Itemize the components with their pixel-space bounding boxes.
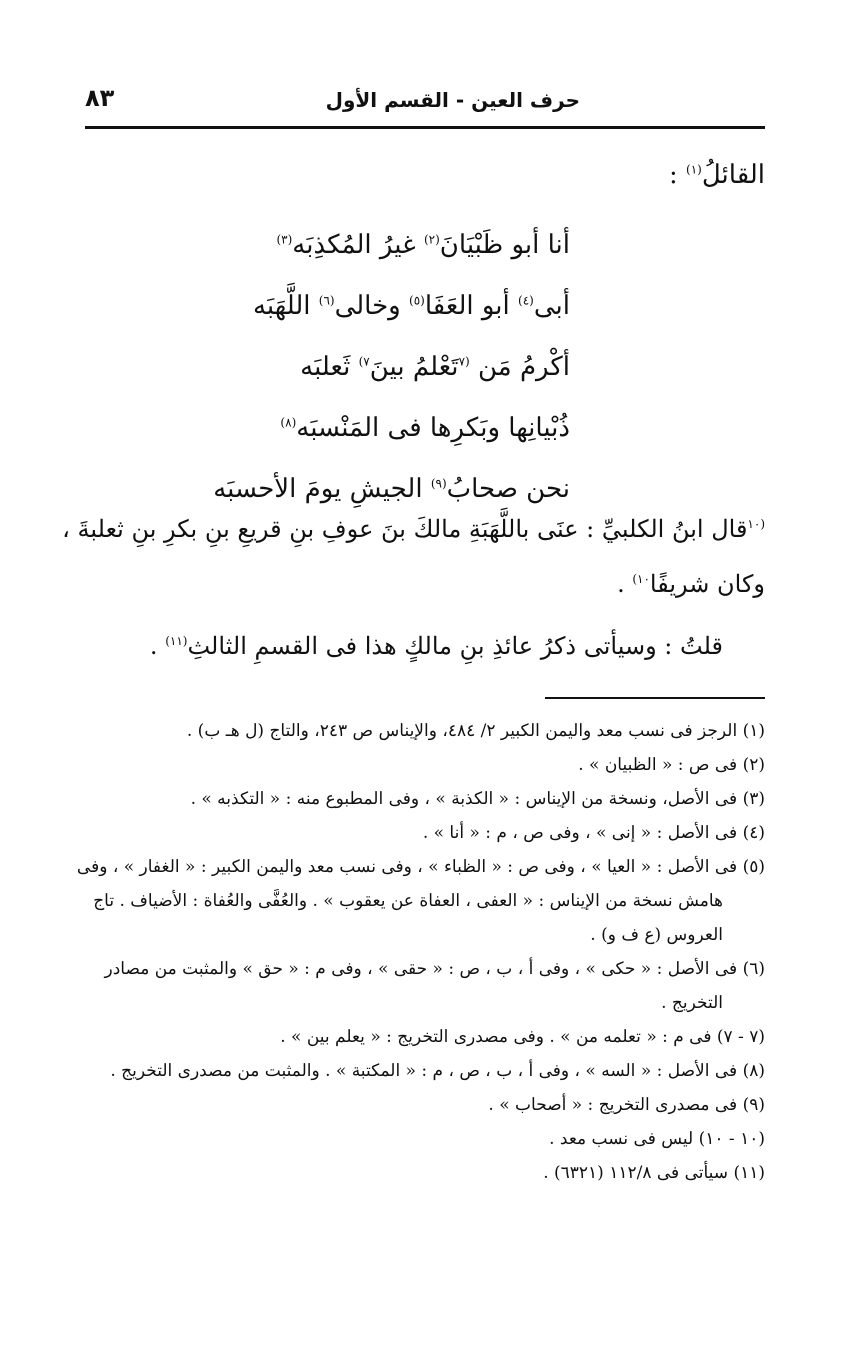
footnote: (٨) فى الأصل : « السه » ، وفى أ ، ب ، ص ، م : « المكتبة » . والمثبت من مصدرى التخريج . [110, 1061, 765, 1081]
footnote: (٤) فى الأصل : « إنى » ، وفى ص ، م : « أنا » . [422, 823, 765, 843]
footnote: (٣) فى الأصل، ونسخة من الإيناس : « الكذبة » ، وفى المطبوع منه : « التكذبه » . [190, 789, 765, 809]
footnote-continuation: التخريج . [661, 993, 723, 1013]
verse-text: ذُبْيانِها وبَكرِها فى المَنْسبَه [296, 413, 570, 443]
footnote-ref: (٣) [276, 232, 293, 247]
speaker-label: القائلُ [701, 160, 765, 190]
verse-text: أبو العَفَا [424, 291, 519, 321]
footnote-ref: (٢) [423, 232, 440, 247]
speaker-line [669, 160, 765, 190]
verse-text: الجيشِ يومَ الأحسبَه [213, 474, 431, 504]
verse-text: أنا أبو ظَبْيَانَ [439, 230, 570, 260]
footnotes [76, 714, 765, 1190]
footnote-rule [545, 697, 765, 699]
prose-text: . [617, 570, 633, 598]
footnote-continuation: العروس (ع ف و) . [590, 925, 723, 945]
footnote-ref: (٩) [430, 476, 447, 491]
poem [213, 215, 570, 520]
prose-line [62, 515, 765, 543]
footnote: (٦) فى الأصل : « حكى » ، وفى أ ، ب ، ص : « حقى » ، وفى م : « حق » والمثبت من مصادر [104, 959, 765, 979]
prose-line [85, 632, 723, 660]
poem-line [213, 459, 570, 520]
footnote: (١٠ - ١٠) ليس فى نسب معد . [549, 1129, 765, 1149]
verse-text: اللَّهَبَه [252, 291, 319, 321]
prose-line [85, 570, 765, 598]
prose-text: قلتُ : وسيأتى ذكرُ عائذِ بنِ مالكٍ هذا فى القسمِ الثالثِ [187, 632, 723, 660]
footnote: (١) الرجز فى نسب معد واليمن الكبير ٢/ ٤٨٤، والإيناس ص ٢٤٣، والتاج (ل هـ ب) . [186, 721, 765, 741]
footnote-ref: (١١) [165, 634, 188, 648]
footnote-ref: (٤) [518, 293, 534, 308]
verse-text: ثَعلبَه [300, 352, 359, 382]
verse-text: أكْرمُ مَن [469, 352, 570, 382]
page-header [85, 84, 765, 120]
header-rule [85, 126, 765, 129]
footnote-ref: (٥) [409, 293, 425, 308]
footnote-ref: (١) [686, 162, 702, 177]
footnote-ref: (٦) [318, 293, 335, 308]
verse-text: غيرُ المُكذِبَه [292, 230, 424, 260]
footnote: (٢) فى ص : « الظبيان » . [578, 755, 765, 775]
footnote-ref: ١٠) [632, 572, 650, 586]
footnote: (٥) فى الأصل : « العيا » ، وفى ص : « الظباء » ، وفى نسب معد واليمن الكبير : « الغفار » ، وفى [76, 857, 765, 877]
verse-text: أبى [533, 291, 570, 321]
footnote: (٩) فى مصدرى التخريج : « أصحاب » . [488, 1095, 765, 1115]
speaker-colon: : [668, 160, 678, 190]
prose-text: وكان شريفًا [649, 570, 765, 598]
footnote-continuation: هامش نسخة من الإيناس : « العفى ، العفاة عن يعقوب » . والعُفَّى والعُفاة : الأضياف . تاج [93, 891, 723, 911]
prose-text: قال ابنُ الكلبيِّ : عنَى باللَّهَبَةِ مالكَ بنَ عوفِ بنِ قريعِ بنِ بكرِ بنِ ثعلبةَ ، [62, 515, 748, 543]
footnote: (١١) سيأتى فى ١١٢/٨ (٦٣٢١) . [543, 1163, 765, 1183]
page-number: ٨٣ [85, 84, 115, 112]
poem-line [250, 215, 570, 276]
poem-line [250, 398, 570, 459]
footnote-ref: (١٠ [747, 517, 765, 531]
poem-line [250, 276, 570, 337]
footnote-ref: (٧ [458, 354, 470, 369]
footnote: (٧ - ٧) فى م : « تعلمه من » . وفى مصدرى التخريج : « يعلم بين » . [280, 1027, 765, 1047]
footnote-ref: ٧) [358, 354, 370, 369]
poem-line [250, 337, 570, 398]
verse-text: وخالى [334, 291, 410, 321]
verse-text: تَعْلمُ بينَ [369, 352, 459, 382]
verse-text: نحن صحابُ [446, 474, 570, 504]
running-title: حرف العين - القسم الأول [325, 88, 580, 112]
footnote-ref: (٨) [280, 415, 297, 430]
prose-text: . [149, 632, 166, 660]
